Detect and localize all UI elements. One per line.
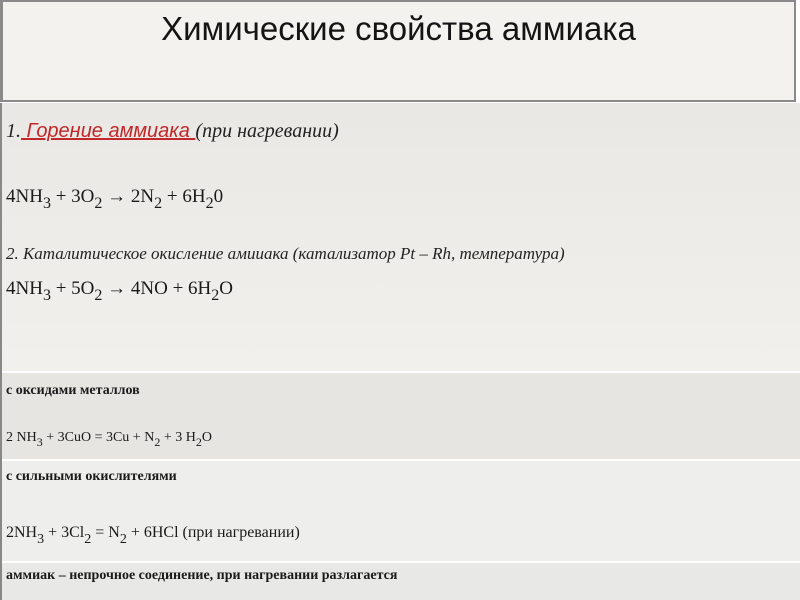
equation-strong-oxidizers: $2NH_3 + 3Cl_2 = N_2 + 6HCl$ (при нагревании): [6, 524, 300, 547]
section5-heading: аммиак – непрочное соединение, при нагревании разлагается: [6, 568, 398, 583]
equation-catalytic-oxidation: $4NH_3 + 5O_2 \to 4NO + 6H_2O$: [6, 278, 234, 304]
section1-heading: [6, 120, 339, 143]
section1-number: 1.: [6, 120, 21, 142]
slide-title: Химические свойства аммиака: [161, 10, 636, 47]
section1-note: (при нагревании): [195, 120, 339, 142]
equation-combustion: $4NH_3 + 3O_2 \to 2N_2 + 6H_20$: [6, 186, 224, 212]
title-box: [0, 0, 796, 102]
section3-heading: с оксидами металлов: [6, 383, 140, 398]
section4-heading: с сильными окислителями: [6, 469, 177, 484]
equation-metal-oxides: 2 $NH_3 + 3CuO = 3Cu + N_2 + 3$ $H_2O$: [6, 430, 212, 449]
section1-title: Горение аммиака: [21, 120, 196, 142]
section2-heading: 2. Каталитическое окисление амииака (катализатор Pt – Rh, температура): [6, 244, 565, 263]
